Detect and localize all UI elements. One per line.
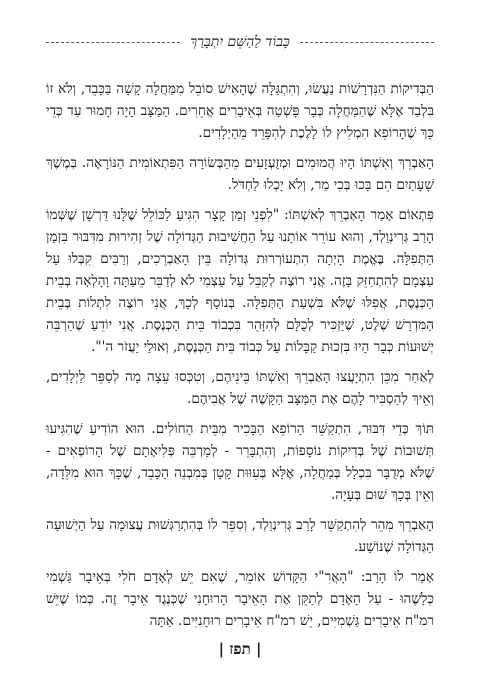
paragraph: תּוֹךְ כְּדֵי דִּבּוּר, הִתְקַשֵּׁר הָרוֹפֵא הַבָּכִיר מִבֵּית הַחוֹלִים. הוּא הוֹדִיעַ שֶׁהִגִּיעוּ תְּשׁוּבוֹת שֶׁל בְּדִיקוֹת נוֹסָפוֹת, וְהִתְבָּרֵר - לְמַרְבֵּה פְּלִיאָתָם שֶׁל הָרוֹפְאִים - שֶׁלֹּא מְדֻבָּר בִּכְלָל בְּמַחֲלָה, אֶלָּא בְּעִוּוּת קָטָן בְּמִבְנֵה הַכָּבֵד, שֶׁכָּךְ הוּא מִלֵּדָה, וְאֵין בְּכָךְ שׁוּם בְּעָיָה. bbox=[46, 421, 434, 503]
paragraph: אָמַר לוֹ הָרַב: "הָאֲרִ"י הַקָּדוֹשׁ אוֹמֵר, שֶׁאִם יֵשׁ לְאָדָם חֹלִי בְּאֵיבָר גַּשְׁמִי כְּלָשֶׁהוּ - עַל הָאָדָם לְתַקֵּן אֶת הָאֵיבָר הָרוּחָנִי שֶׁכְּנֶגֶד אֵיבָר זֶה. כְּמוֹ שֶׁיֵּשׁ רמ"ח אֵיבָרִים גַּשְׁמִיִּים, יֵשׁ רמ"ח אֵיבָרִים רוּחָנִיִּים. אַתָּה bbox=[46, 569, 434, 629]
header-rule-right bbox=[300, 42, 434, 43]
header-title: כָּבוֹד לַהַשֵּׁם יִתְבָּרַךְ bbox=[190, 33, 290, 50]
paragraph: הַבְּדִיקוֹת הַנִּדְרָשׁוֹת נַעֲשׂוּ, וְהִתְגַּלָּה שֶׁהָאִישׁ סוֹבֵל מִמַּחֲלָה קָשָׁה בַּכָּבֵד, וְלֹא זוֹ בִּלְבַד אֶלָּא שֶׁהַמַּחֲלָה כְּבָר פָּשְׁטָה בְּאֵיבָרִים אֲחֵרִים. הַמַּצָּב הָיָה חָמוּר עַד כְּדֵי כָּךְ שֶׁהָרוֹפֵא הִמְלִיץ לוֹ לָלֶכֶת לְהִפָּרֵד מֵהַיְלָדִים. bbox=[46, 81, 434, 141]
page-number: | תפז | bbox=[218, 640, 262, 658]
header-rule-left bbox=[46, 42, 180, 43]
paragraph: הָאַבְרֵךְ מִהֵר לְהִתְקַשֵּׁר לָרַב גְּרִינְוַלְד, וְסִפֵּר לוֹ בְּהִתְרַגְּשׁוּת עֲצוּמָה עַל הַיְשׁוּעָה הַגְּדוֹלָה שֶׁנּוֹשַׁע. bbox=[46, 517, 434, 555]
paragraph: לְאַחַר מִכֵּן הִתְיָעֲצוּ הָאַבְרֵךְ וְאִשְׁתּוֹ בֵּינֵיהֶם, וְטִכְּסוּ עֵצָה מָה לְסַפֵּר לַיְלָדִים, וְאֵיךְ לְהַסְבִּיר לָהֶם אֶת הַמַּצָּב הַקָּשֶׁה שֶׁל אֲבִיהֶם. bbox=[46, 369, 434, 407]
body-text bbox=[46, 78, 434, 632]
paragraph: הָאַבְרֵךְ וְאִשְׁתּוֹ הָיוּ הֲמוּמִים וּמְזֻעְזָעִים מֵהַבְּשׂוֹרָה הַפִּתְאוֹמִית הַנּוֹרָאָה. בְּמֶשֶׁךְ שָׁעָתַיִם הֵם בָּכוּ בְּכִי מַר, וְלֹא יָכְלוּ לַחְדֹּל. bbox=[46, 155, 434, 193]
paragraph: פִּתְאוֹם אָמַר הָאַבְרֵךְ לְאִשְׁתּוֹ: "לִפְנֵי זְמַן קָצָר הִגִּיעַ לַכּוֹלֵל שֶׁלָּנוּ דַּרְשָׁן שֶׁשְּׁמוֹ הָרַב גְּרִינְוַלְד, וְהוּא עוֹרֵר אוֹתָנוּ עַל הַחֲשִׁיבוּת הַגְּדוֹלָה שֶׁל זְהִירוּת מִדִּבּוּר בִּזְמַן הַתְּפִלָּה. בֶּאֱמֶת הָיְתָה הִתְעוֹרְרוּת גְּדוֹלָה בֵּין הָאַבְרֵכִים, וְרַבִּים קִבְּלוּ עַל עַצְמָם לְהִתְחַזֵּק בָּזֶה. אֲנִי רוֹצֶה לְקַבֵּל עַל עַצְמִי לֹא לְדַבֵּר מֵעַתָּה וָהָלְאָה בְּבֵית הַכְּנֶסֶת, אֲפִלּוּ שֶׁלֹּא בִּשְׁעַת הַתְּפִלָּה. בְּנוֹסָף לְכָךְ, אֲנִי רוֹצֶה לִתְלוֹת בְּבֵית הַמִּדְרָשׁ שֶׁלֶט, שֶׁיַּזְכִּיר לְכֻלָּם לְהִזָּהֵר בִּכְבוֹד בֵּית הַכְּנֶסֶת. אֲנִי יוֹדֵעַ שֶׁהַרְבֵּה יְשׁוּעוֹת כְּבָר הָיוּ בִּזְכוּת קַבָּלוֹת עַל כְּבוֹד בֵּית הַכְּנֶסֶת, וְאוּלַי יַעֲזֹר ה'". bbox=[46, 207, 434, 355]
running-header bbox=[46, 30, 434, 54]
